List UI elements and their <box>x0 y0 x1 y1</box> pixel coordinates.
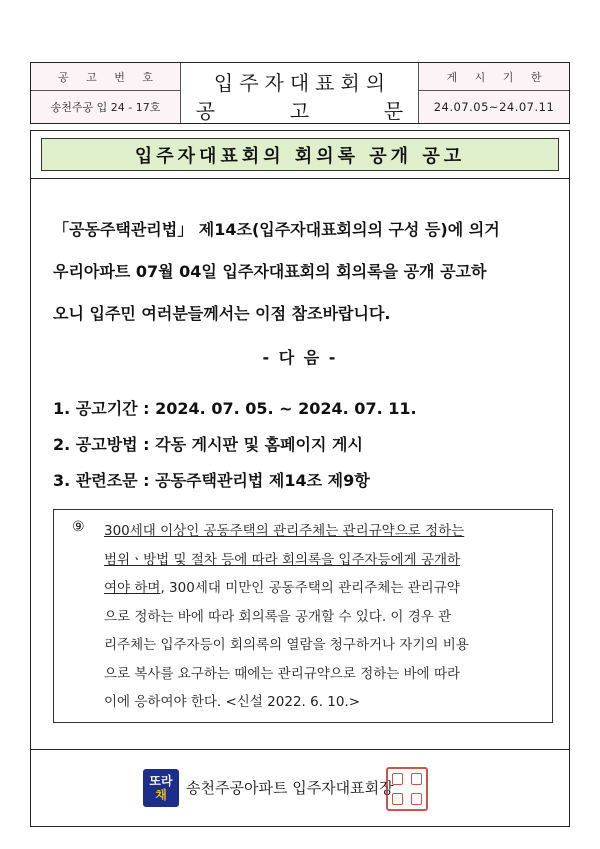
title-char-3: 문 <box>383 99 404 123</box>
intro-line: 우리아파트 07월 04일 입주자대표회의 회의록을 공개 공고하 <box>53 262 487 281</box>
list-item: 1. 공고기간 : 2024. 07. 05. ~ 2024. 07. 11. <box>53 399 417 418</box>
period-label: 게 시 기 한 <box>446 70 549 84</box>
law-quote-box <box>53 509 553 723</box>
title-char-2: 고 <box>289 99 310 123</box>
quote-line: 리주체는 입주자등이 회의록의 열람을 청구하거나 자기의 비용 <box>104 637 469 653</box>
logo-text-bottom: 채 <box>155 788 167 802</box>
divider-top <box>31 178 569 179</box>
period-cell <box>419 63 569 123</box>
intro-line: 오니 입주민 여러분들께서는 이점 참조바랍니다. <box>53 304 391 323</box>
header-table <box>30 62 570 124</box>
quote-line: 이에 응하여야 한다. <신설 2022. 6. 10.> <box>104 694 361 710</box>
official-seal-icon <box>386 767 428 811</box>
quote-line: 범위ㆍ방법 및 절차 등에 따라 회의록을 입주자등에게 공개하 <box>104 551 461 568</box>
law-quote-text <box>104 517 544 717</box>
notice-body <box>30 130 570 827</box>
list-item: 2. 공고방법 : 각동 게시판 및 홈페이지 게시 <box>53 435 363 454</box>
quote-line <box>104 574 544 603</box>
logo-text-top: 또라 <box>149 774 173 788</box>
title-line2 <box>181 95 418 124</box>
title-cell <box>181 63 419 123</box>
notice-items <box>53 391 417 499</box>
notice-number-label: 공 고 번 호 <box>58 70 160 84</box>
notice-banner: 입주자대표회의 회의록 공개 공고 <box>41 138 559 171</box>
title-line1: 입주자대표회의 <box>213 71 392 95</box>
notice-number-value: 송천주공 입 24 - 17호 <box>50 101 161 114</box>
intro-line: 「공동주택관리법」 제14조(입주자대표회의의 구성 등)에 의거 <box>53 220 500 239</box>
quote-line: 으로 정하는 바에 따라 회의록을 공개할 수 있다. 이 경우 관 <box>104 608 452 625</box>
notice-number-cell <box>31 63 181 123</box>
apartment-logo-icon <box>143 769 179 807</box>
signature-text: 송천주공아파트 입주자대표회장 <box>186 779 394 797</box>
quote-line: 으로 복사를 요구하는 때에는 관리규약으로 정하는 바에 따라 <box>104 665 461 682</box>
daum-heading: - 다 음 - <box>262 348 338 367</box>
quote-line: 300세대 이상인 공동주택의 관리주체는 관리규약으로 정하는 <box>104 523 465 539</box>
intro-paragraph <box>53 209 553 335</box>
quote-underlined: 여야 하며 <box>104 580 161 596</box>
signature-block <box>31 769 569 819</box>
title-char-1: 공 <box>195 99 216 123</box>
quote-rest: , 300세대 미만인 공동주택의 관리주체는 관리규약 <box>160 580 460 596</box>
clause-mark: ⑨ <box>72 519 85 535</box>
divider-bottom <box>31 749 569 750</box>
list-item: 3. 관련조문 : 공동주택관리법 제14조 제9항 <box>53 471 370 490</box>
period-value: 24.07.05~24.07.11 <box>433 100 555 114</box>
